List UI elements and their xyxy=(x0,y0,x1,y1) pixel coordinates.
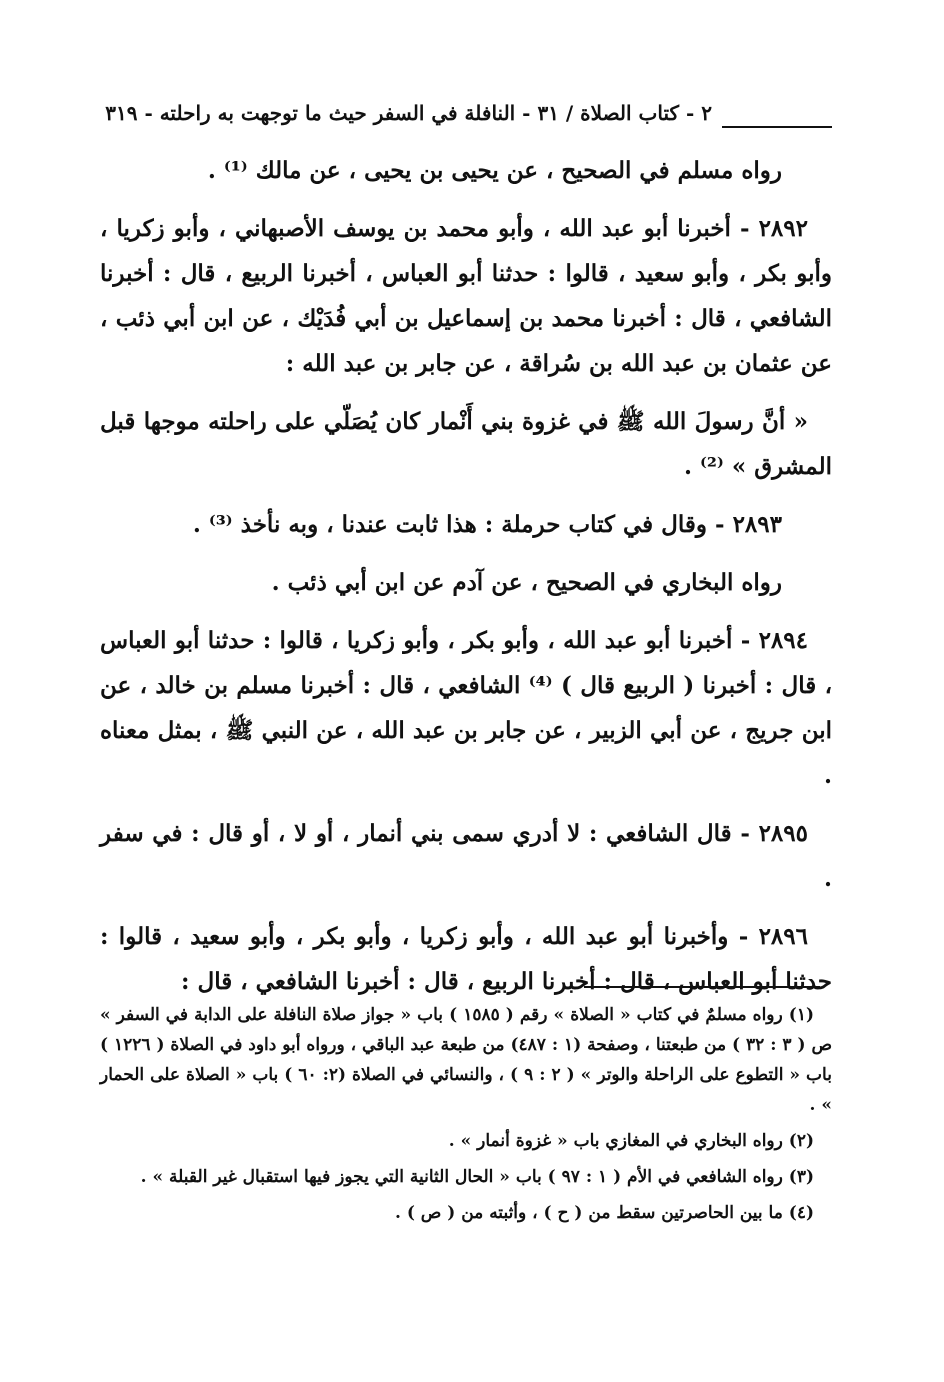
main-text xyxy=(100,148,832,1017)
footnotes xyxy=(100,1000,832,1234)
hadith-2896: ٢٨٩٦ - وأخبرنا أبو عبد الله ، وأبو زكريا ، وأبو بكر ، وأبو سعيد ، قالوا : حدثنا أبو العباس ، قال : أخبرنا الربيع ، قال : أخبرنا الشافعي ، قال : xyxy=(100,923,832,995)
paragraph-bukhari-ref: رواه البخاري في الصحيح ، عن آدم عن ابن أبي ذئب . xyxy=(271,569,782,596)
hadith-2892: ٢٨٩٢ - أخبرنا أبو عبد الله ، وأبو محمد بن يوسف الأصبهاني ، وأبو زكريا ، وأبو بكر ، وأبو سعيد ، قالوا : حدثنا أبو العباس ، أخبرنا الربيع ، قال : أخبرنا الشافعي ، قال : أخبرنا محمد بن إسماعيل بن أبي فُدَيْك ، عن ابن أبي ذئب ، عن عثمان بن عبد الله بن سُراقة ، عن جابر بن عبد الله : xyxy=(100,215,832,377)
hadith-2892-matn: « أنَّ رسولَ الله ﷺ في غزوة بني أَنْمار كان يُصَلّي على راحلته موجها قبل المشرق » ⁽²⁾ . xyxy=(100,408,832,480)
hadith-2895: ٢٨٩٥ - قال الشافعي : لا أدري سمى بني أنمار ، أو لا ، أو قال : في سفر . xyxy=(100,820,832,892)
footnote-1: (١) رواه مسلمٌ في كتاب « الصلاة » رقم ( ١٥٨٥ ) باب « جواز صلاة النافلة على الدابة في السفر » ص ( ٣ : ٣٢ ) من طبعتنا ، وصفحة (١ : ٤٨٧) من طبعة عبد الباقي ، ورواه أبو داود في الصلاة ( ١٢٢٦ ) باب « التطوع على الراحلة والوتر » ( ٢ : ٩ ) ، والنسائي في الصلاة (٢: ٦٠ ) باب « الصلاة على الحمار » . xyxy=(100,1005,833,1115)
footnote-rule xyxy=(584,986,820,988)
footnote-4: (٤) ما بين الحاصرتين سقط من ( ح ) ، وأثبته من ( ص ) . xyxy=(395,1203,814,1223)
hadith-2894: ٢٨٩٤ - أخبرنا أبو عبد الله ، وأبو بكر ، وأبو زكريا ، قالوا : حدثنا أبو العباس ، قال : أخبرنا ( الربيع قال ) ⁽⁴⁾ الشافعي ، قال : أخبرنا مسلم بن خالد ، عن ابن جريج ، عن أبي الزبير ، عن جابر بن عبد الله ، عن النبي ﷺ ، بمثل معناه . xyxy=(100,627,833,789)
running-title: ٢ - كتاب الصلاة / ٣١ - النافلة في السفر حيث ما توجهت به راحلته - ٣١٩ xyxy=(105,101,712,125)
footnote-2: (٢) رواه البخاري في المغازي باب « غزوة أنمار » . xyxy=(448,1131,814,1151)
paragraph-muslim-ref: رواه مسلم في الصحيح ، عن يحيى بن يحيى ، عن مالك ⁽¹⁾ . xyxy=(207,157,782,184)
footnote-3: (٣) رواه الشافعي في الأم ( ١ : ٩٧ ) باب « الحال الثانية التي يجوز فيها استقبال غير القبلة » . xyxy=(140,1167,814,1187)
hadith-2893: ٢٨٩٣ - وقال في كتاب حرملة : هذا ثابت عندنا ، وبه نأخذ ⁽³⁾ . xyxy=(192,511,782,538)
header-rule xyxy=(722,112,832,128)
page-header xyxy=(100,88,832,128)
